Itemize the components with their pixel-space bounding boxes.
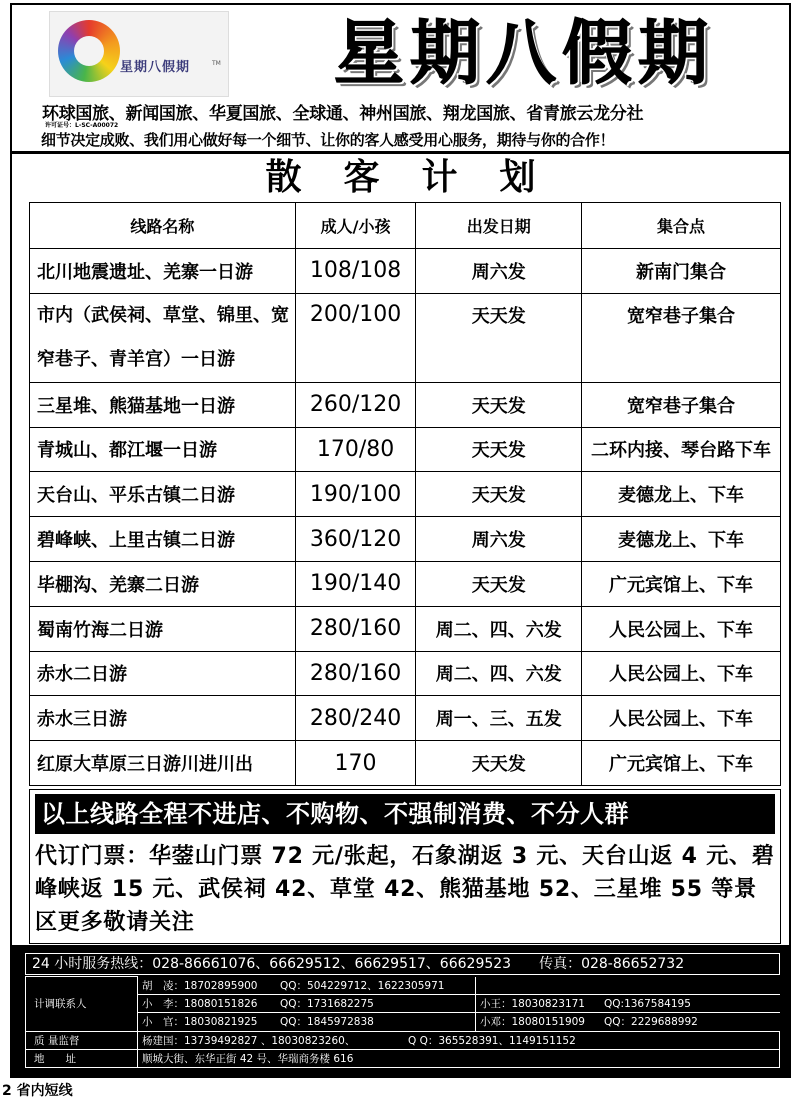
supervision-label: 质 量监督 <box>26 1031 138 1049</box>
table-row <box>30 293 781 382</box>
route-price: 170 <box>295 741 416 786</box>
route-price: 280/160 <box>295 651 416 696</box>
contacts-table <box>25 976 780 1068</box>
address-label: 地 址 <box>26 1049 138 1067</box>
list-item <box>138 1013 780 1031</box>
company-logo <box>49 11 229 97</box>
section-title: 散客计划 <box>265 157 578 198</box>
col-header-date: 出发日期 <box>416 203 582 249</box>
contact-name: 胡 凌：18702895900 <box>142 979 258 992</box>
table-row <box>30 606 781 651</box>
route-meeting-point: 新南门集合 <box>582 249 781 294</box>
route-date: 周二、四、六发 <box>416 606 582 651</box>
route-name: 毕棚沟、羌寨二日游 <box>30 561 296 606</box>
hotline-numbers: 028-86661076、66629512、66629517、66629523 <box>152 956 512 972</box>
route-price: 190/100 <box>295 472 416 517</box>
route-meeting-point: 二环内接、琴台路下车 <box>582 427 781 472</box>
table-row <box>30 561 781 606</box>
header-divider <box>12 151 789 154</box>
table-row <box>30 249 781 294</box>
list-item <box>138 995 780 1013</box>
hotline-bar <box>25 953 780 975</box>
route-meeting-point: 人民公园上、下车 <box>582 696 781 741</box>
col-header-meeting: 集合点 <box>582 203 781 249</box>
contact-qq-2: QQ:1367584195 <box>604 997 691 1010</box>
fax-number: 028-86652732 <box>581 956 685 972</box>
table-row <box>30 472 781 517</box>
route-name: 赤水三日游 <box>30 696 296 741</box>
contact-name-2: 小王：18030823171 <box>475 995 600 1012</box>
list-item <box>138 977 780 995</box>
table-row <box>30 741 781 786</box>
col-header-price: 成人/小孩 <box>295 203 416 249</box>
contact-name-2 <box>475 977 600 994</box>
route-name: 青城山、都江堰一日游 <box>30 427 296 472</box>
notice-box <box>29 789 781 944</box>
contact-qq: QQ：1845972838 <box>280 1015 374 1028</box>
page-footer: 2 省内短线 <box>2 1083 73 1099</box>
route-date: 周六发 <box>416 517 582 562</box>
route-price: 280/160 <box>295 606 416 651</box>
route-meeting-point: 广元宾馆上、下车 <box>582 741 781 786</box>
dispatch-label: 计调联系人 <box>26 977 138 1032</box>
route-name: 蜀南竹海二日游 <box>30 606 296 651</box>
route-meeting-point: 麦德龙上、下车 <box>582 517 781 562</box>
route-meeting-point: 宽窄巷子集合 <box>582 382 781 427</box>
route-meeting-point: 宽窄巷子集合 <box>582 293 781 382</box>
route-price: 260/120 <box>295 382 416 427</box>
address-value: 顺城大街、东华正街 42 号、华瑞商务楼 616 <box>138 1049 780 1067</box>
license-number: 许可证号：L-SC-A00072 <box>45 122 119 129</box>
agency-list: 环球国旅、新闻国旅、华夏国旅、全球通、神州国旅、翔龙国旅、省青旅云龙分社 <box>42 104 644 124</box>
route-price: 280/240 <box>295 696 416 741</box>
no-shopping-banner: 以上线路全程不进店、不购物、不强制消费、不分人群 <box>35 794 775 834</box>
contact-name-2: 小邓：18080151909 <box>475 1013 600 1031</box>
table-row <box>30 517 781 562</box>
route-price: 108/108 <box>295 249 416 294</box>
contact-footer <box>12 945 789 1076</box>
fax-label: 传真： <box>539 956 582 972</box>
logo-swirl-icon <box>58 20 120 82</box>
brand-title: 星期八假期 <box>334 12 714 94</box>
contact-qq: QQ：504229712、1622305971 <box>280 979 445 992</box>
route-name: 红原大草原三日游川进川出 <box>30 741 296 786</box>
route-name: 赤水二日游 <box>30 651 296 696</box>
route-price: 360/120 <box>295 517 416 562</box>
route-name: 北川地震遗址、羌寨一日游 <box>30 249 296 294</box>
flyer-page <box>10 3 791 1078</box>
route-name: 天台山、平乐古镇二日游 <box>30 472 296 517</box>
route-date: 天天发 <box>416 427 582 472</box>
table-row <box>30 651 781 696</box>
contact-qq-2 <box>600 977 604 994</box>
route-meeting-point: 人民公园上、下车 <box>582 606 781 651</box>
table-row <box>30 427 781 472</box>
logo-trademark: TM <box>212 60 221 67</box>
supervision-qq: Q Q：365528391、1149151152 <box>408 1034 576 1047</box>
contact-name: 小 官：18030821925 <box>142 1015 258 1028</box>
logo-text: 星期八假期 <box>120 60 191 75</box>
route-meeting-point: 人民公园上、下车 <box>582 651 781 696</box>
supervision-value: 杨建国：13739492827 、18030823260、 <box>142 1034 356 1047</box>
route-date: 周二、四、六发 <box>416 651 582 696</box>
route-date: 周一、三、五发 <box>416 696 582 741</box>
route-meeting-point: 广元宾馆上、下车 <box>582 561 781 606</box>
route-name: 三星堆、熊猫基地一日游 <box>30 382 296 427</box>
hotline-label: 24 小时服务热线： <box>32 956 153 972</box>
contact-qq-2: QQ：2229688992 <box>604 1015 698 1028</box>
route-price: 190/140 <box>295 561 416 606</box>
route-date: 天天发 <box>416 382 582 427</box>
ticket-booking-note: 代订门票：华蓥山门票 72 元/张起，石象湖返 3 元、天台山返 4 元、碧峰峡返 15 元、武侯祠 42、草堂 42、熊猫基地 52、三星堆 55 等景区更多敬请关注 <box>35 844 775 935</box>
contact-name: 小 李：18080151826 <box>142 997 258 1010</box>
table-header-row <box>30 203 781 249</box>
route-price: 200/100 <box>295 293 416 382</box>
route-date: 天天发 <box>416 741 582 786</box>
route-name: 市内（武侯祠、草堂、锦里、宽窄巷子、青羊宫）一日游 <box>30 293 296 382</box>
routes-table <box>29 202 781 786</box>
route-date: 天天发 <box>416 472 582 517</box>
slogan: 细节决定成败、我们用心做好每一个细节、让你的客人感受用心服务，期待与你的合作！ <box>41 131 615 149</box>
route-name: 碧峰峡、上里古镇二日游 <box>30 517 296 562</box>
route-date: 周六发 <box>416 249 582 294</box>
contact-qq: QQ：1731682275 <box>280 997 374 1010</box>
route-date: 天天发 <box>416 293 582 382</box>
route-price: 170/80 <box>295 427 416 472</box>
table-row <box>30 382 781 427</box>
table-row <box>30 696 781 741</box>
col-header-route: 线路名称 <box>30 203 296 249</box>
route-meeting-point: 麦德龙上、下车 <box>582 472 781 517</box>
route-date: 天天发 <box>416 561 582 606</box>
